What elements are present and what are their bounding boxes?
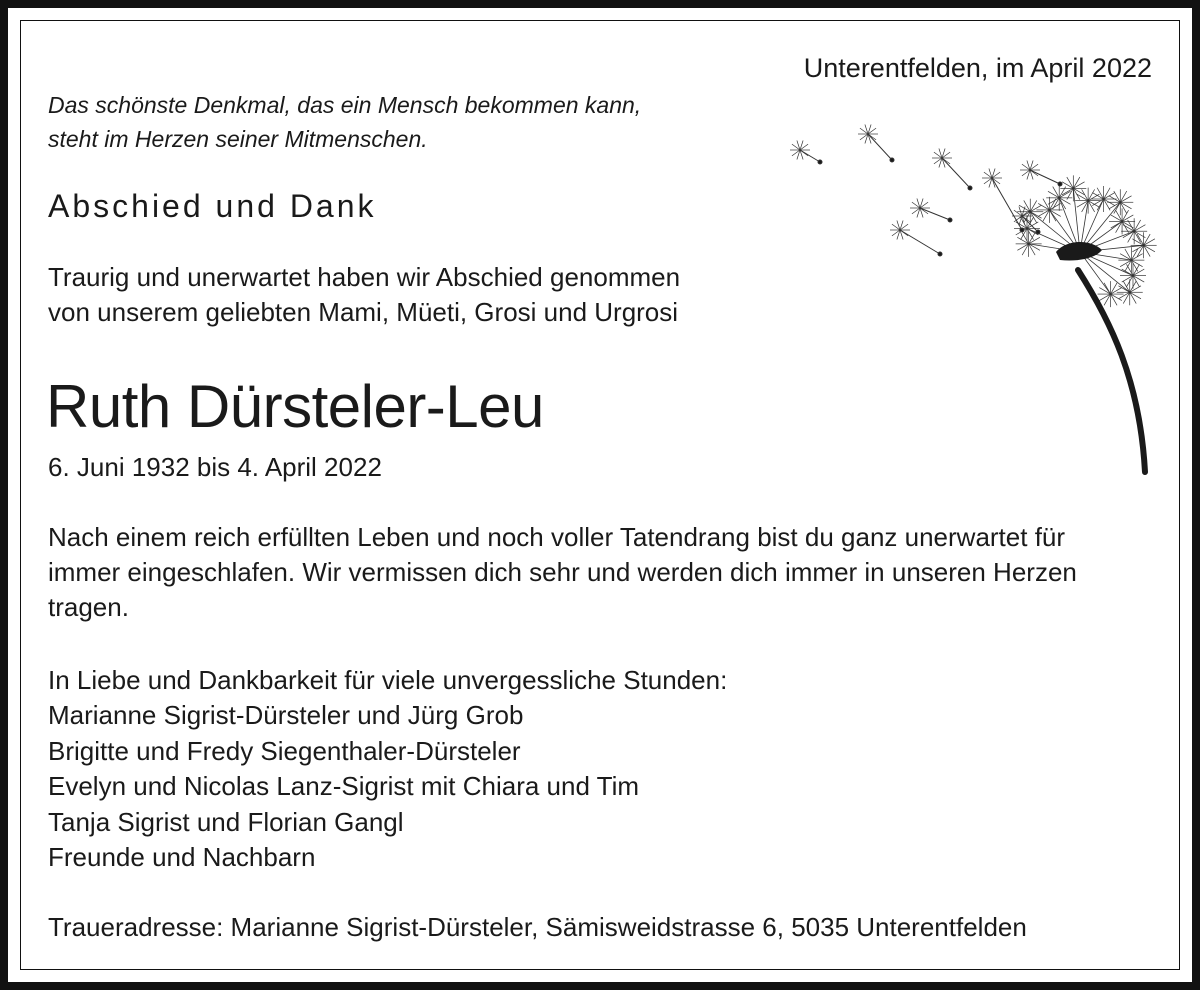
life-dates: 6. Juni 1932 bis 4. April 2022 (48, 452, 382, 482)
message-line: Nach einem reich erfüllten Leben und noch voller Tatendrang bist du ganz unerwartet für (48, 522, 1066, 552)
family-line: Brigitte und Fredy Siegenthaler-Dürsteler (48, 735, 521, 766)
family-line: Tanja Sigrist und Florian Gangl (48, 806, 404, 837)
dandelion-icon (760, 120, 1160, 480)
family-line: In Liebe und Dankbarkeit für viele unvergessliche Stunden: (48, 665, 728, 695)
family-line: Marianne Sigrist-Dürsteler und Jürg Grob (48, 700, 524, 731)
family-line: Freunde und Nachbarn (48, 842, 316, 873)
quote-line: steht im Herzen seiner Mitmenschen. (48, 126, 428, 152)
intro-line: Traurig und unerwartet haben wir Abschied genommen (48, 262, 681, 292)
intro-text (48, 260, 680, 330)
notice-heading: Abschied und Dank (48, 188, 377, 224)
message-line: immer eingeschlafen. Wir vermissen dich sehr und werden dich immer in unseren Herzen (48, 557, 1077, 587)
mourning-address: Traueradresse: Marianne Sigrist-Dürsteler, Sämisweidstrasse 6, 5035 Unterentfelden (48, 912, 1027, 942)
quote-line: Das schönste Denkmal, das ein Mensch bekommen kann, (48, 92, 642, 118)
message-line: tragen. (48, 592, 129, 622)
family-line: Evelyn und Nicolas Lanz-Sigrist mit Chiara und Tim (48, 771, 640, 802)
family-list (48, 663, 727, 875)
intro-line: von unserem geliebten Mami, Müeti, Grosi und Urgrosi (48, 297, 679, 327)
place-date: Unterentfelden, im April 2022 (803, 53, 1152, 83)
message-text (48, 520, 1158, 625)
quote (48, 88, 641, 156)
deceased-name: Ruth Dürsteler-Leu (46, 373, 544, 440)
